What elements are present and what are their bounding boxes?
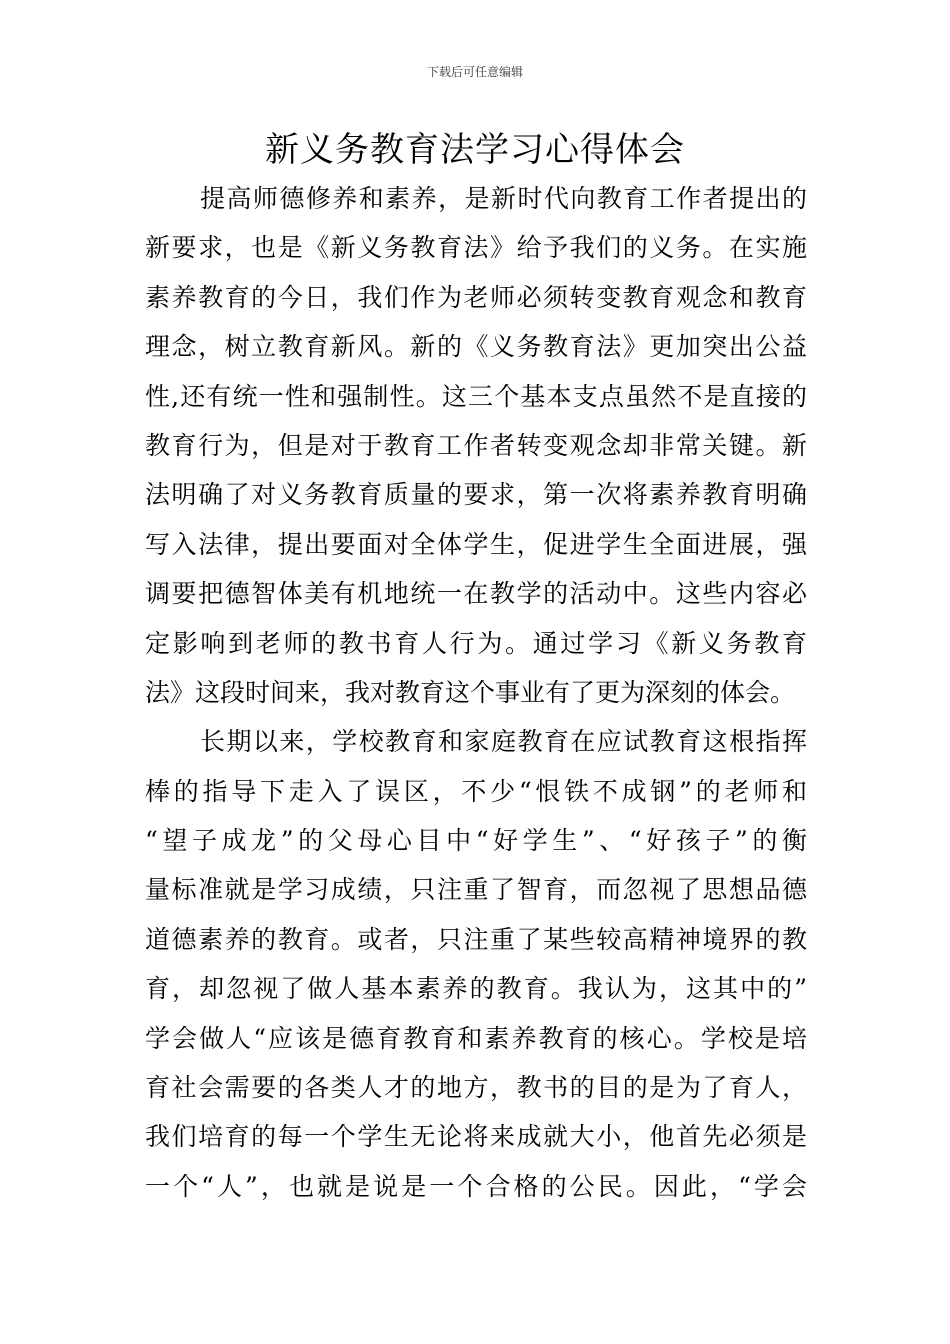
paragraph-1-line: 理念，树立教育新风。新的《义务教育法》更加突出公益 [145,332,807,362]
paragraph-1-line: 调要把德智体美有机地统一在教学的活动中。这些内容必 [145,579,807,609]
paragraph-1-line: 新要求，也是《新义务教育法》给予我们的义务。在实施 [145,233,807,263]
paragraph-1-line: 性,还有统一性和强制性。这三个基本支点虽然不是直接的 [145,381,807,411]
paragraph-2-line: 学会做人“应该是德育教育和素养教育的核心。学校是培 [145,1023,807,1053]
header-note: 下载后可任意编辑 [426,65,523,79]
paragraph-1-line: 提高师德修养和素养，是新时代向教育工作者提出的 [200,184,807,213]
paragraph-2-line: 一个“人”，也就是说是一个合格的公民。因此，“学会 [145,1171,807,1201]
paragraph-1-line: 素养教育的今日，我们作为老师必须转变教育观念和教育 [145,282,807,312]
paragraph-2-line: 育社会需要的各类人才的地方，教书的目的是为了育人， [145,1073,807,1103]
paragraph-1-line: 定影响到老师的教书育人行为。通过学习《新义务教育 [145,628,807,658]
paragraph-1-line: 法明确了对义务教育质量的要求，第一次将素养教育明确 [145,480,807,510]
paragraph-1-line: 法》这段时间来，我对教育这个事业有了更为深刻的体会。 [145,677,796,707]
paragraph-2-line: “望子成龙”的父母心目中“好学生”、“好孩子”的衡 [145,826,807,856]
paragraph-2-line: 我们培育的每一个学生无论将来成就大小，他首先必须是 [145,1122,807,1152]
paragraph-1-line: 写入法律，提出要面对全体学生，促进学生全面进展，强 [145,529,807,559]
paragraph-2-line: 量标准就是学习成绩，只注重了智育，而忽视了思想品德 [145,875,807,905]
paragraph-2-line: 棒的指导下走入了误区，不少“恨铁不成钢”的老师和 [145,776,807,806]
paragraph-1-line: 教育行为，但是对于教育工作者转变观念却非常关键。新 [145,430,807,460]
paragraph-2-line: 育，却忽视了做人基本素养的教育。我认为，这其中的” [145,974,807,1004]
paragraph-2-line: 道德素养的教育。或者，只注重了某些较高精神境界的教 [145,924,807,954]
document-body [145,174,807,1211]
paragraph-2-line: 长期以来，学校教育和家庭教育在应试教育这根指挥 [200,727,807,757]
document-title: 新义务教育法学习心得体会 [265,130,685,170]
